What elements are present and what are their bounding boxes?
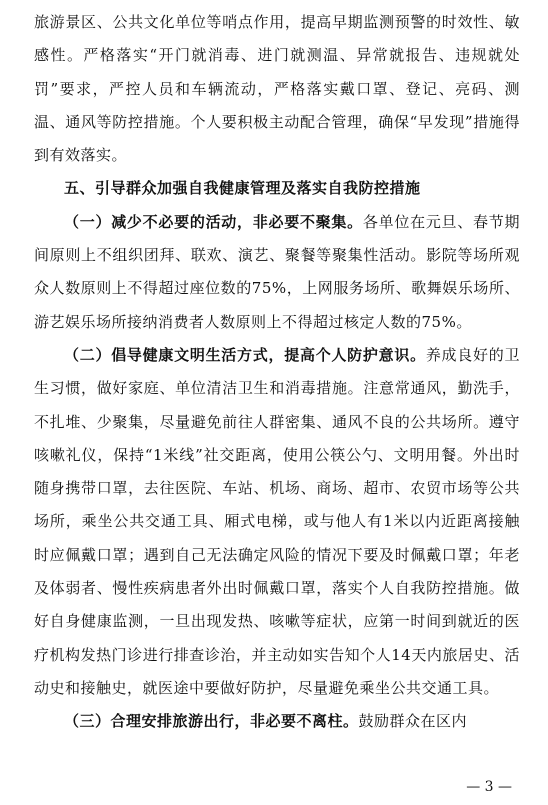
paragraph-reduce-activities bbox=[34, 206, 520, 339]
paragraph-lead-two: （二）倡导健康文明生活方式，提高个人防护意识。 bbox=[64, 345, 426, 364]
paragraph-monitoring: 旅游景区、公共文化单位等哨点作用，提高早期监测预警的时效性、敏感性。严格落实“开门就消毒、进门就测温、异常就报告、违规就处罚”要求，严控人员和车辆流动，严格落实戴口罩、登记、亮码、测温、通风等防控措施。个人要积极主动配合管理，确保“早发现”措施得到有效落实。 bbox=[34, 13, 520, 165]
page-number: — 3 — bbox=[466, 779, 512, 795]
document-page bbox=[34, 6, 520, 739]
paragraph-healthy-lifestyle bbox=[34, 339, 520, 705]
paragraph-lead-three: （三）合理安排旅游出行，非必要不离柱。 bbox=[64, 712, 359, 731]
section-heading-five: 五、引导群众加强自我健康管理及落实自我防控措施 bbox=[64, 179, 421, 198]
paragraph-travel bbox=[34, 705, 520, 738]
paragraph-lead-one: （一）减少不必要的活动，非必要不聚集。 bbox=[64, 212, 363, 231]
paragraph-body-three: 鼓励群众在区内 bbox=[358, 712, 468, 731]
paragraph-body-two: 养成良好的卫生习惯，做好家庭、单位清洁卫生和消毒措施。注意常通风，勤洗手，不扎堆、少聚集，尽量避免前往人群密集、通风不良的公共场所。遵守咳嗽礼仪，保持“1米线”社交距离，使用公筷公勺、文明用餐。外出时随身携带口罩，去往医院、车站、机场、商场、超市、农贸市场等公共场所，乘坐公共交通工具、厢式电梯，或与他人有1米以内近距离接触时应佩戴口罩；遇到自己无法确定风险的情况下要及时佩戴口罩；年老及体弱者、慢性疾病患者外出时佩戴口罩，落实个人自我防控措施。做好自身健康监测，一旦出现发热、咳嗽等症状，应第一时间到就近的医疗机构发热门诊进行排查诊治，并主动如实告知个人14天内旅居史、活动史和接触史，就医途中要做好防护，尽量避免乘坐公共交通工具。 bbox=[34, 345, 520, 697]
paragraph-body-one: 各单位在元旦、春节期间原则上不组织团拜、联欢、演艺、聚餐等聚集性活动。影院等场所观众人数原则上不得超过座位数的75%，上网服务场所、歌舞娱乐场所、游艺娱乐场所接纳消费者人数原则上不得超过核定人数的75%。 bbox=[34, 212, 520, 331]
